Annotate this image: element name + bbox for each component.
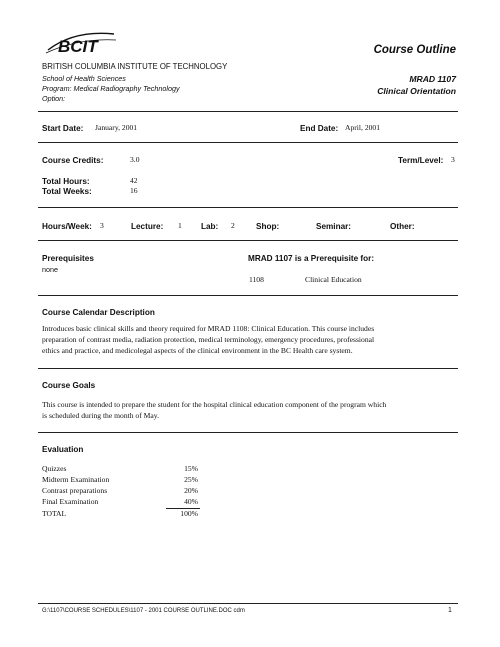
- end-date-label: End Date:: [300, 124, 339, 133]
- divider: [38, 142, 458, 143]
- hours-week-label: Hours/Week:: [42, 222, 92, 231]
- evaluation-item-name: Final Examination: [42, 497, 99, 506]
- bcit-logo: [44, 28, 118, 60]
- evaluation-item-name: Midterm Examination: [42, 475, 110, 484]
- evaluation-item-name: Contrast preparations: [42, 486, 108, 495]
- logo-text: BCIT: [58, 37, 98, 56]
- description-line: ethics and practice, and medicolegal aspects of the clinical environment in the BC Health care system.: [42, 346, 353, 355]
- goals-line: is scheduled during the month of May.: [42, 411, 159, 420]
- term-level-value: 3: [451, 155, 455, 164]
- divider: [38, 368, 458, 369]
- option-label: Option:: [42, 94, 66, 103]
- goals-line: This course is intended to prepare the student for the hospital clinical education component of the program which: [42, 400, 387, 409]
- document-type: Course Outline: [373, 44, 456, 56]
- course-code: MRAD 1107: [409, 74, 456, 84]
- evaluation-item-value: 25%: [184, 475, 198, 484]
- total-weeks-value: 16: [130, 186, 138, 195]
- prerequisite-for-name: Clinical Education: [305, 275, 362, 284]
- description-title: Course Calendar Description: [42, 308, 155, 317]
- evaluation-total-value: 100%: [180, 509, 198, 518]
- institute-name: BRITISH COLUMBIA INSTITUTE OF TECHNOLOGY: [42, 62, 228, 71]
- start-date-value: January, 2001: [95, 123, 138, 132]
- end-date-value: April, 2001: [345, 123, 381, 132]
- divider: [38, 207, 458, 208]
- lab-value: 2: [231, 221, 235, 230]
- course-name: Clinical Orientation: [377, 86, 456, 96]
- evaluation-item-name: Quizzes: [42, 464, 67, 473]
- seminar-label: Seminar:: [316, 222, 352, 231]
- prerequisites-value: none: [42, 265, 58, 274]
- hours-week-value: 3: [100, 221, 104, 230]
- prerequisite-for-label: MRAD 1107 is a Prerequisite for:: [248, 254, 375, 263]
- evaluation-item-value: 15%: [184, 464, 198, 473]
- evaluation-item-value: 40%: [184, 497, 198, 506]
- footer-path: G:\1107\COURSE SCHEDULES\1107 - 2001 COURSE OUTLINE.DOC cdm: [42, 608, 245, 614]
- divider: [38, 240, 458, 241]
- goals-title: Course Goals: [42, 381, 96, 390]
- description-line: preparation of contrast media, radiation protection, medical terminology, emergency procedures, professional: [42, 335, 375, 344]
- divider: [38, 432, 458, 433]
- divider: [38, 111, 458, 112]
- prerequisites-label: Prerequisites: [42, 254, 94, 263]
- divider: [38, 295, 458, 296]
- school-name: School of Health Sciences: [42, 74, 126, 83]
- total-hours-value: 42: [130, 176, 138, 185]
- shop-label: Shop:: [256, 222, 280, 231]
- total-hours-label: Total Hours:: [42, 177, 90, 186]
- prerequisite-for-code: 1108: [249, 275, 264, 284]
- bcit-logo-graphic: [44, 28, 118, 60]
- total-weeks-label: Total Weeks:: [42, 187, 92, 196]
- evaluation-item-value: 20%: [184, 486, 198, 495]
- evaluation-title: Evaluation: [42, 445, 84, 454]
- description-line: Introduces basic clinical skills and theory required for MRAD 1108: Clinical Education. This course includes: [42, 324, 375, 333]
- course-credits-label: Course Credits:: [42, 156, 104, 165]
- lecture-value: 1: [178, 221, 182, 230]
- other-label: Other:: [390, 222, 415, 231]
- footer-rule: [38, 603, 458, 604]
- start-date-label: Start Date:: [42, 124, 84, 133]
- lecture-label: Lecture:: [131, 222, 164, 231]
- lab-label: Lab:: [201, 222, 219, 231]
- course-credits-value: 3.0: [130, 155, 140, 164]
- page-number: 1: [448, 607, 452, 614]
- program-name: Program: Medical Radiography Technology: [42, 84, 180, 93]
- evaluation-total-label: TOTAL: [42, 509, 67, 518]
- term-level-label: Term/Level:: [398, 156, 444, 165]
